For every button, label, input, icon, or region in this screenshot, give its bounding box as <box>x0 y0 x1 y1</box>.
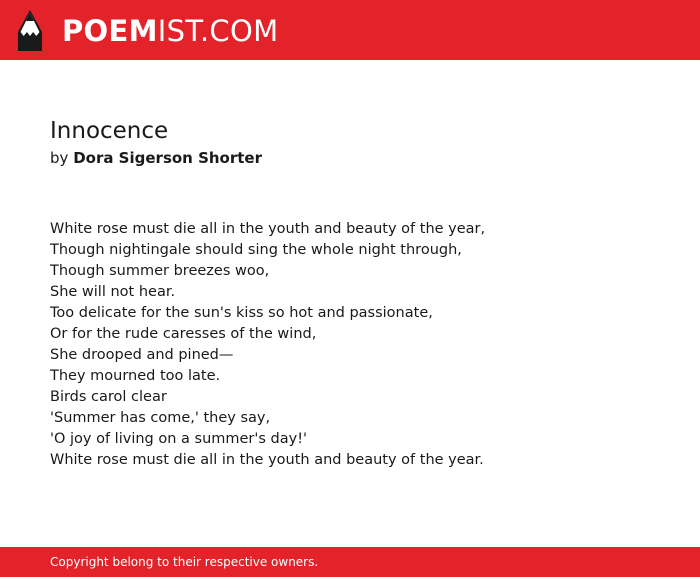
poem-line: She will not hear. <box>50 284 176 300</box>
poem-line: 'Summer has come,' they say, <box>50 410 271 426</box>
by-label: by <box>50 149 69 167</box>
site-footer <box>0 547 700 577</box>
site-header <box>0 0 700 60</box>
poem-line: Or for the rude caresses of the wind, <box>50 326 317 342</box>
poem-line: They mourned too late. <box>50 368 221 384</box>
poem-line: White rose must die all in the youth and beauty of the year, <box>50 221 486 237</box>
poem-line: 'O joy of living on a summer's day!' <box>50 431 308 447</box>
author-name: Dora Sigerson Shorter <box>73 149 262 167</box>
copyright-text: Copyright belong to their respective owners. <box>50 555 319 569</box>
poem-title: Innocence <box>50 118 169 144</box>
poem-line: She drooped and pined— <box>50 347 234 363</box>
poem-body <box>50 219 485 471</box>
byline <box>50 147 262 169</box>
logo-light-text: IST.COM <box>157 14 279 48</box>
poem-line: Too delicate for the sun's kiss so hot and passionate, <box>50 305 433 321</box>
poem-line: Birds carol clear <box>50 389 167 405</box>
poem-line: White rose must die all in the youth and beauty of the year. <box>50 452 484 468</box>
logo-bold-text: POEM <box>62 14 158 48</box>
poem-line: Though summer breezes woo, <box>50 263 270 279</box>
poem-line: Though nightingale should sing the whole night through, <box>50 242 462 258</box>
site-logo[interactable] <box>62 12 278 50</box>
pencil-icon[interactable] <box>18 10 42 51</box>
